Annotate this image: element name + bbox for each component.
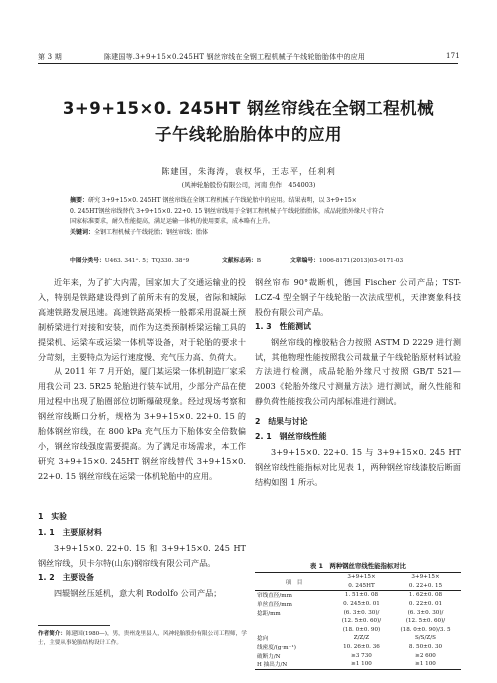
doc-code-value: B [256, 258, 262, 264]
row-value-b: (6. 3±0. 30)/ [407, 609, 444, 616]
paper-title-line1: 3+9+15×0. 245HT 钢丝帘线在全钢工程机械 [62, 99, 435, 118]
abstract-line1: 研究 3+9+15×0. 245HT 钢丝帘线在全钢工程机械子午线轮胎中的应用。结果表明，以 3+9+15× [88, 197, 357, 204]
table-row [255, 608, 461, 617]
clc-label: 中图分类号： [70, 258, 105, 264]
row-value-a: 1. 51±0. 08 [344, 592, 379, 599]
keywords-text: 全钢工程机械子午线轮胎；钢丝帘线；胎体 [94, 228, 209, 236]
header-rule [38, 63, 458, 64]
row-value-b: S/S/Z/S [414, 635, 437, 642]
page-number: 171 [446, 52, 460, 60]
row-value-b: (12. 5±0. 60)/ [405, 618, 446, 625]
row-label: 捻距/mm [257, 610, 281, 617]
row-value-a: 10. 26±0. 36 [343, 644, 380, 651]
table-header-item: 项 目 [255, 573, 333, 591]
spec-table [255, 572, 461, 670]
section2-1-heading: 2. 1 钢丝帘线性能 [255, 432, 327, 442]
table-row [255, 651, 461, 660]
table-row [255, 660, 461, 669]
abstract-line3: 国家标准要求，耐久性能提高，满足运输一体机的使用要求，成本略有上升。 [70, 218, 275, 226]
clc-number [70, 255, 189, 264]
table1-caption: 表 1 两种钢丝帘线性能指标对比 [309, 562, 407, 570]
row-label: 帘线直径/mm [257, 593, 292, 600]
abstract-label: 摘要： [70, 197, 89, 204]
running-title: 陈建国等.3+9+15×0.245HT 钢丝帘线在全钢工程机械子午线轮胎胎体中的应用 [104, 53, 366, 61]
article-id-value: 1006-8171(2013)03-0171-03 [319, 258, 404, 264]
table-header-col1-line2: 0. 245HT [348, 582, 375, 589]
section1-3-heading: 1. 3 性能测试 [255, 321, 311, 331]
section1-2-heading: 1. 2 主要设备 [38, 572, 94, 582]
footnote-rule [38, 625, 110, 626]
document-code [222, 255, 261, 264]
doc-code-label: 文献标志码： [222, 258, 257, 264]
row-value-a: (18. 0±0. 90) [342, 626, 381, 633]
section1-3-text: 钢丝帘线的橡胶粘合力按照 ASTM D 2229 进行测试，其他物理性能按照我公司裁量子午线轮胎原材料试验方法进行检测，成品轮胎外缘尺寸按照 GB/T 521—2003《轮胎外缘尺寸测量方法》进行测试，耐久性能和静负荷性能按我公司内部标准进行测试。 [255, 336, 461, 407]
right-column [255, 275, 461, 490]
table-row [255, 634, 461, 643]
keywords-label: 关键词： [70, 228, 95, 236]
abstract-line2: 0. 245HT钢丝帘线替代 3+9+15×0. 22+0. 15 钢丝帘线用于全钢工程机械子午线轮胎胎体，成品轮胎外缘尺寸符合 [70, 207, 385, 215]
table-row [255, 591, 461, 600]
row-value-b: ≥2 600 [415, 652, 436, 659]
journal-issue: 第 3 期 [38, 53, 62, 61]
row-value-a: (6. 3±0. 30)/ [343, 609, 380, 616]
row-value-a: (12. 5±0. 60)/ [341, 618, 382, 625]
table-row [255, 617, 461, 626]
row-value-b: (18. 0±0. 90)/3. 5 [400, 626, 451, 633]
intro-paragraph-1: 近年来，为了扩大内需，国家加大了交通运输业的投入，特别是铁路建设得到了前所未有的发展，省际和城际高速铁路发展迅速。高速铁路高架桥一般都采用混凝土预制桥梁进行对接和安装，而作为这类预制桥梁运输工具的提梁机、运梁车或运梁一体机等设备，对于轮胎的要求十分苛刻，主要特点为运行速度慢、充气压力高、负荷大。 [38, 277, 246, 362]
section2-heading: 2 结果与讨论 [255, 417, 308, 427]
left-column [38, 275, 246, 484]
row-label: 捻向 [257, 636, 269, 643]
paper-title-line2: 子午线轮胎胎体中的应用 [155, 125, 342, 144]
section1-1-heading: 1. 1 主要原材料 [38, 527, 102, 537]
section1-1-text: 3+9+15×0. 22+0. 15 和 3+9+15×0. 245 HT 钢丝帘线，贝卡尔特(山东)钢帘线有限公司产品。 [38, 542, 246, 568]
table-header-col2-line2: 0. 22+0. 15 [408, 582, 443, 589]
table-header-col2-line1: 3+9+15× [411, 574, 440, 581]
row-value-a: ≥3 730 [351, 652, 372, 659]
row-label: 破断力/N [257, 653, 281, 660]
intro-paragraph-2: 从 2011 年 7 月开始，厦门某运梁一体机制造厂家采用我公司 23. 5R25 轮胎进行装车试用，少部分产品在使用过程中出现了胎圈部位切断爆破现象。经过现场考察和钢丝帘线断口分析，规格为 3+9+15×0. 22+0. 15 的胎体钢丝帘线，在 800 kPa 充气压力下胎体安全倍数偏小，钢丝帘线强度需要提高。为了满足市场需求，本工作研究 3+9+15×0. 245HT 钢丝帘线替代 3+9+15×0. 22+0. 15 钢丝帘线在运梁一体机轮胎中的应用。 [38, 366, 246, 481]
row-value-b: 1. 62±0. 08 [408, 592, 443, 599]
section-1 [38, 510, 246, 600]
table-row [255, 626, 461, 635]
table-row [255, 600, 461, 609]
table1 [255, 572, 461, 670]
author-footnote [38, 630, 248, 648]
equipment-continued: 钢丝帘布 90°裁断机，德国 Fischer 公司产品；TST-LCZ-4 型全钢子午线轮胎一次法成型机，天津赛象科技股份有限公司产品。 [255, 277, 461, 317]
row-label [255, 626, 333, 635]
row-label [255, 617, 333, 626]
row-value-a: 0. 245±0. 01 [343, 601, 380, 608]
section1-heading: 1 实验 [38, 512, 68, 521]
row-label: H 抽出力/N [257, 662, 288, 669]
section1-2-text: 四辊钢丝压延机，意大利 Rodolfo 公司产品； [54, 587, 222, 598]
clc-value: U463. 341⁺. 5；TQ330. 38⁺9 [104, 258, 190, 264]
row-label: 单丝直径/mm [257, 602, 292, 609]
article-id-label: 文章编号： [290, 258, 319, 264]
affiliation: (风神轮胎股份有限公司，河南 焦作 454003) [181, 181, 316, 189]
table-header-col1-line1: 3+9+15× [347, 574, 376, 581]
row-value-a: ≥1 100 [351, 661, 372, 668]
row-value-b: 8. 50±0. 30 [408, 644, 443, 651]
row-value-a: Z/Z/Z [353, 635, 370, 642]
row-value-b: 0. 22±0. 01 [408, 601, 443, 608]
row-value-b: ≥1 100 [415, 661, 436, 668]
footnote-text: 陈建国(1980—)，男，贵州龙里县人，风神轮胎股份有限公司工程师，学士，主要从事轮胎结构设计工作。 [38, 631, 247, 647]
footnote-label: 作者简介： [38, 631, 66, 637]
section2-1-text: 3+9+15×0. 22+0. 15 与 3+9+15×0. 245 HT 钢丝帘线性能指标对比见表 1，两种钢丝帘线漆胶后断面结构如图 1 所示。 [255, 446, 461, 487]
author-list: 陈建国，朱海涛，袁权华，王志平，任利利 [161, 166, 336, 176]
abstract [70, 196, 430, 238]
article-id [290, 255, 403, 264]
row-label: 线密度/(g·m⁻¹) [257, 645, 296, 652]
table-row [255, 643, 461, 652]
